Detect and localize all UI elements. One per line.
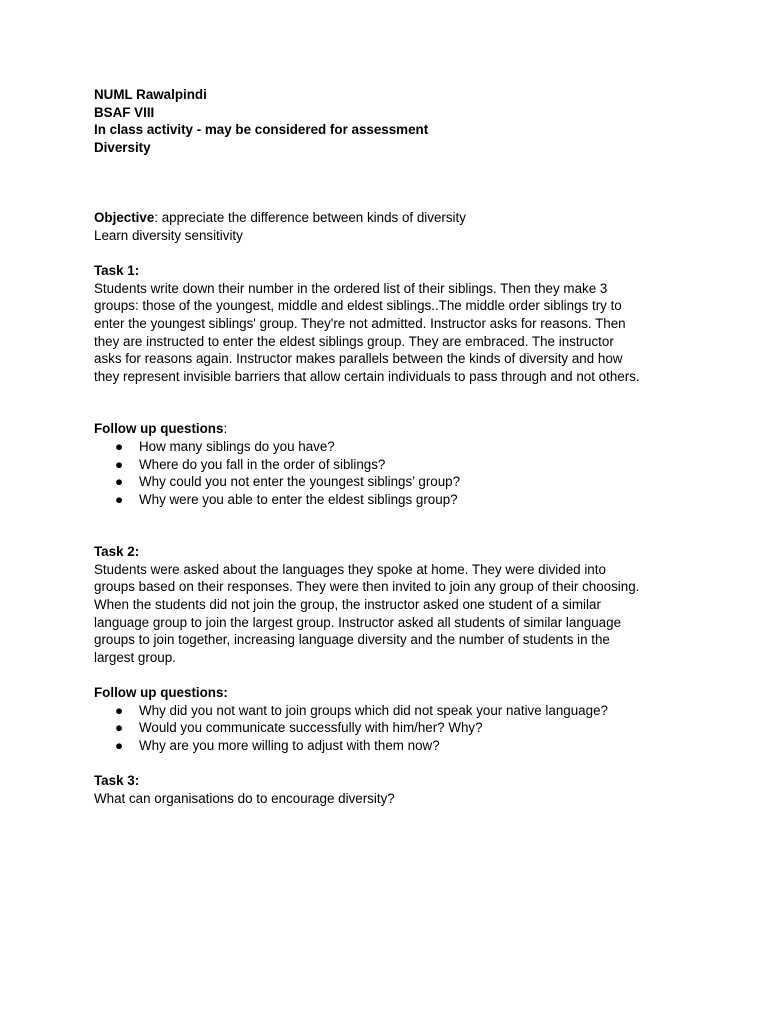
list-item (94, 737, 694, 755)
task2-line: groups to join together, increasing language diversity and the number of students in the (94, 632, 610, 648)
task2-question-list (94, 702, 694, 755)
list-item (94, 702, 694, 720)
task2-line: When the students did not join the group, the instructor asked one student of a similar (94, 597, 601, 613)
task2-heading: Task 2: (94, 544, 140, 560)
task1-line: groups: those of the youngest, middle and eldest siblings..The middle order siblings try to (94, 298, 622, 314)
question-text: Would you communicate successfully with him/her? Why? (139, 720, 483, 736)
list-item (94, 456, 694, 474)
objective-line (94, 209, 694, 227)
header-topic: Diversity (94, 139, 151, 155)
objective-text: : appreciate the difference between kinds of diversity (154, 210, 466, 226)
list-item (94, 473, 694, 491)
task2-line: largest group. (94, 649, 176, 665)
task1-line: Students write down their number in the ordered list of their siblings. Then they make 3 (94, 280, 608, 296)
list-item (94, 491, 694, 509)
header-program: BSAF VIII (94, 104, 155, 120)
task3-question: What can organisations do to encourage diversity? (94, 790, 395, 806)
question-text: Why were you able to enter the eldest siblings group? (139, 491, 458, 507)
bullet-icon: ● (115, 491, 124, 507)
task1-line: they represent invisible barriers that allow certain individuals to pass through and not others. (94, 368, 640, 384)
task3-heading: Task 3: (94, 773, 140, 788)
objective-line-2: Learn diversity sensitivity (94, 227, 243, 243)
task2-line: language group to join the largest group. Instructor asked all students of similar language (94, 614, 622, 630)
document-page (94, 86, 694, 807)
question-text: Why are you more willing to adjust with them now? (139, 737, 440, 753)
task1-followup-label: Follow up questions (94, 421, 224, 437)
header-activity: In class activity - may be considered for assessment (94, 122, 429, 138)
task1-line: asks for reasons again. Instructor makes parallels between the kinds of diversity and how (94, 351, 623, 367)
question-text: Where do you fall in the order of siblings? (139, 456, 386, 472)
objective-label: Objective (94, 210, 155, 226)
task1-followup-heading (94, 420, 694, 438)
task1-line: enter the youngest siblings' group. They're not admitted. Instructor asks for reasons. Then (94, 315, 626, 331)
question-text: Why did you not want to join groups which did not speak your native language? (139, 702, 608, 718)
task2-followup-heading: Follow up questions: (94, 685, 228, 701)
task2-line: Students were asked about the languages they spoke at home. They were divided into (94, 561, 606, 577)
task1-heading: Task 1: (94, 263, 140, 279)
list-item (94, 719, 694, 737)
bullet-icon: ● (115, 702, 124, 718)
task1-line: they are instructed to enter the eldest siblings group. They are embraced. The instructor (94, 333, 614, 349)
task1-followup-colon: : (223, 421, 228, 437)
task1-description (94, 280, 694, 386)
question-text: How many siblings do you have? (139, 438, 335, 454)
task2-line: groups based on their responses. They were then invited to join any group of their choosing. (94, 579, 640, 595)
header-institution: NUML Rawalpindi (94, 87, 207, 102)
task2-description (94, 561, 694, 667)
bullet-icon: ● (115, 737, 124, 753)
bullet-icon: ● (115, 720, 124, 736)
bullet-icon: ● (115, 474, 124, 490)
list-item (94, 438, 694, 456)
task1-question-list (94, 438, 694, 508)
question-text: Why could you not enter the youngest siblings’ group? (139, 474, 461, 490)
bullet-icon: ● (115, 456, 124, 472)
bullet-icon: ● (115, 438, 124, 454)
